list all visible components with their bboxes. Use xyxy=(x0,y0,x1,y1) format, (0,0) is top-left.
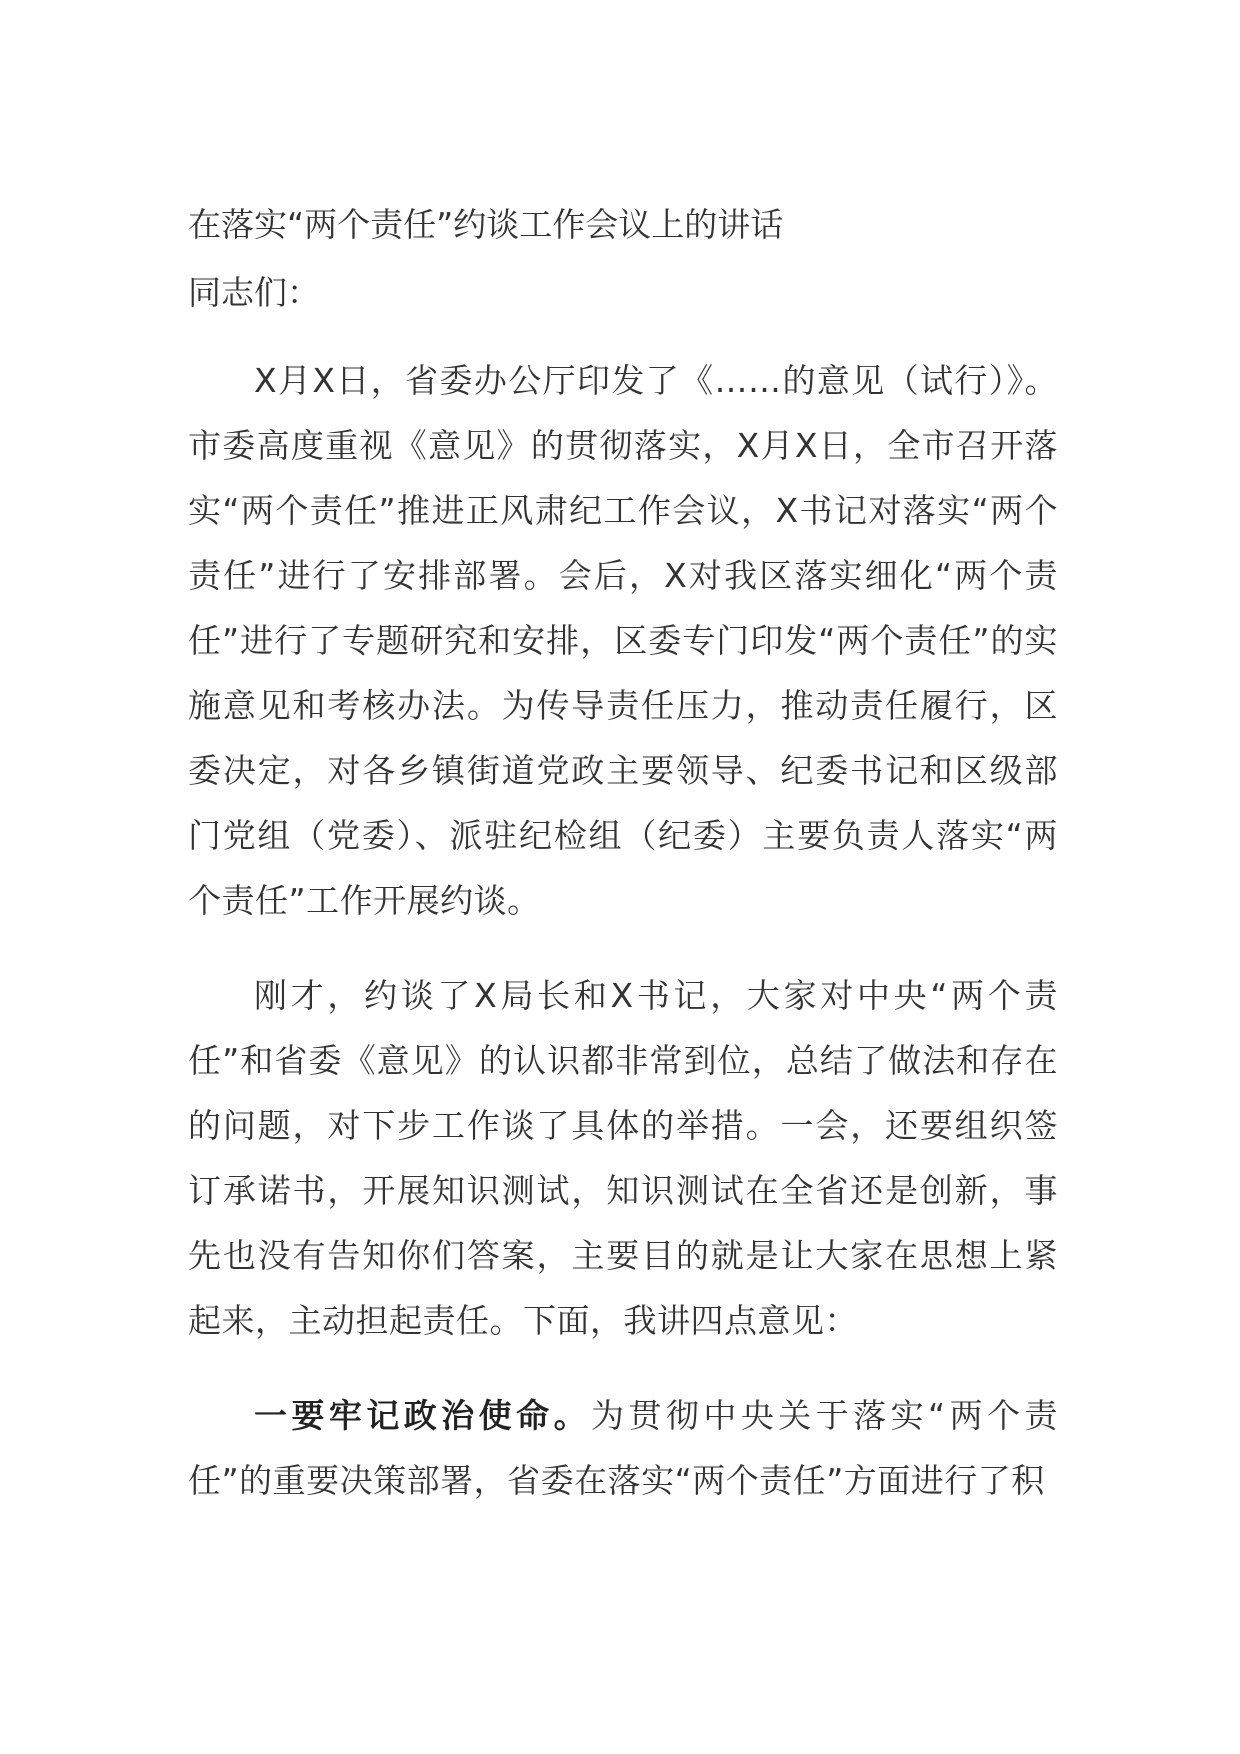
paragraph-1-text: X月X日，省委办公厅印发了《……的意见（试行）》。市委高度重视《意见》的贯彻落实，X月X日，全市召开落实“两个责任”推进正风肃纪工作会议，X书记对落实“两个责任”进行了安排部署。会后，X对我区落实细化“两个责任”进行了专题研究和安排，区委专门印发“两个责任”的实施意见和考核办法。为传导责任压力，推动责任履行，区委决定，对各乡镇街道党政主要领导、纪委书记和区级部门党组（党委）、派驻纪检组（纪委）主要负责人落实“两个责任”工作开展约谈。 xyxy=(188,361,1058,920)
paragraph-1 xyxy=(188,348,1058,933)
document-page xyxy=(188,200,1058,1549)
document-title: 在落实“两个责任”约谈工作会议上的讲话 xyxy=(188,205,784,244)
paragraph-3-lead: 一要牢记政治使命。 xyxy=(254,1396,592,1435)
paragraph-3-text: 为贯彻中央关于落实“两个责任”的重要决策部署，省委在落实“两个责任”方面进行了积 xyxy=(188,1396,1058,1500)
paragraph-2-text: 刚才，约谈了X局长和X书记，大家对中央“两个责任”和省委《意见》的认识都非常到位，总结了做法和存在的问题，对下步工作谈了具体的举措。一会，还要组织签订承诺书，开展知识测试，知识测试在全省还是创新，事先也没有告知你们答案，主要目的就是让大家在思想上紧起来，主动担起责任。下面，我讲四点意见： xyxy=(188,976,1058,1340)
paragraph-2 xyxy=(188,963,1058,1353)
salutation: 同志们： xyxy=(188,273,320,312)
paragraph-3 xyxy=(188,1383,1058,1513)
